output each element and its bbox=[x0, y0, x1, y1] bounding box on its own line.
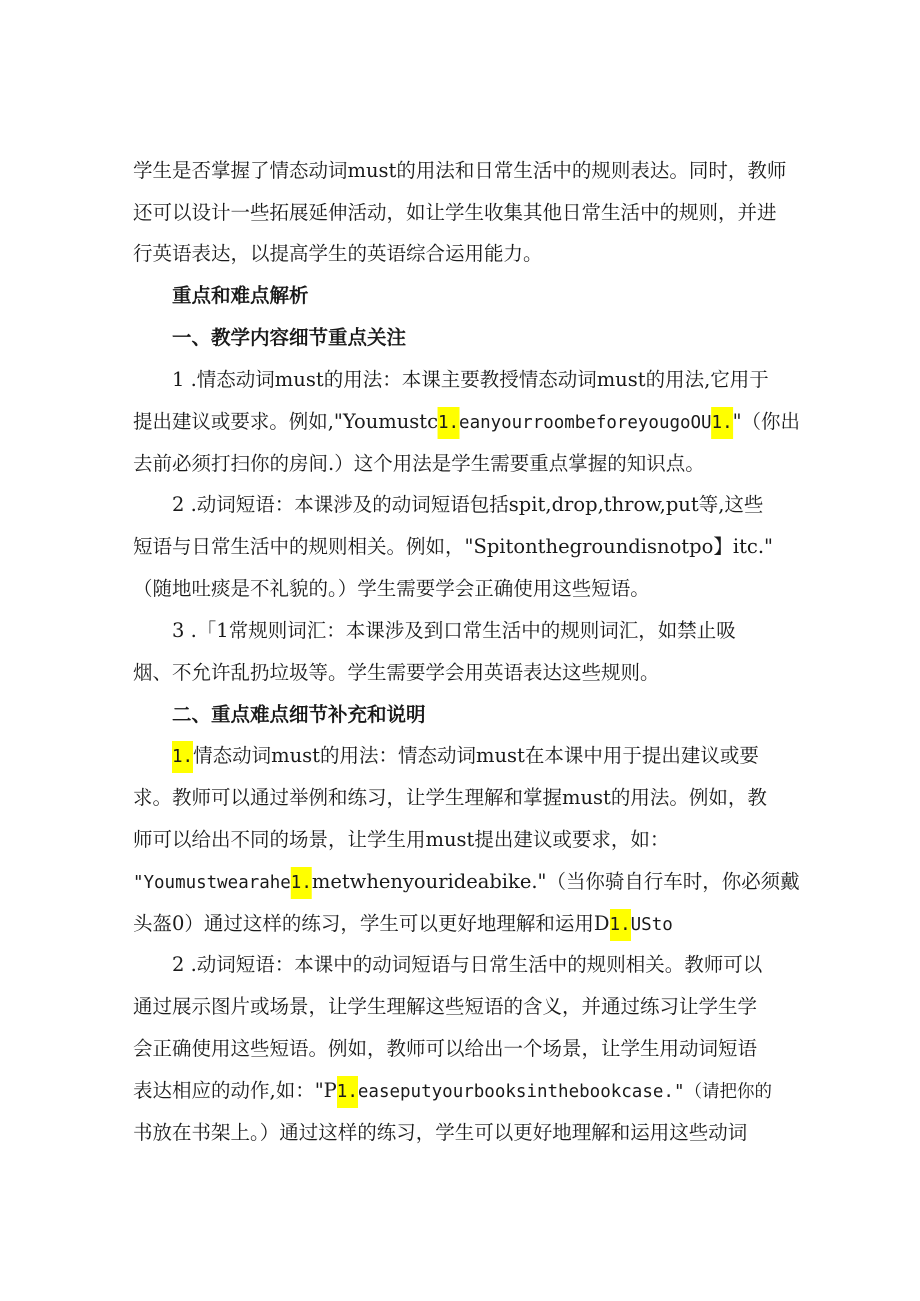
s2-item1-text-d: 头盔0）通过这样的练习，学生可以更好地理解和运用D bbox=[133, 912, 610, 935]
s1-item1-line-1: 1 .情态动词must的用法：本课主要教授情态动词must的用法,它用于 bbox=[172, 368, 769, 391]
s1-item1-line-3: 去前必须打扫你的房间.）这个用法是学生需要重点掌握的知识点。 bbox=[133, 452, 705, 475]
s2-item2-line-2: 通过展示图片或场景，让学生理解这些短语的含义，并通过练习让学生学 bbox=[133, 995, 758, 1018]
s1-item2-line-3: （随地吐痰是不礼貌的。）学生需要学会正确使用这些短语。 bbox=[133, 577, 650, 600]
s2-item2-line-4 bbox=[133, 1077, 772, 1106]
highlight-mark: 1. bbox=[712, 407, 733, 439]
s2-item1-line-3: 师可以给出不同的场景，让学生用must提出建议或要求，如： bbox=[133, 828, 670, 851]
s1-item2-line-2: 短语与日常生活中的规则相关。例如，"Spitonthegroundisnotpo】itc." bbox=[133, 535, 774, 558]
s2-item2-line-3: 会正确使用这些短语。例如，教师可以给出一个场景，让学生用动词短语 bbox=[133, 1037, 758, 1060]
s1-item3-line-1: 3 .「1常规则词汇：本课涉及到口常生活中的规则词汇，如禁止吸 bbox=[172, 619, 736, 642]
s1-item1-line-2 bbox=[133, 408, 800, 437]
highlight-mark: 1. bbox=[438, 407, 459, 439]
s2-item1-line-2: 求。教师可以通过举例和练习，让学生理解和掌握must的用法。例如，教 bbox=[133, 786, 767, 809]
intro-line-1: 学生是否掌握了情态动词must的用法和日常生活中的规则表达。同时，教师 bbox=[133, 159, 787, 182]
s2-item1-text-e: USto bbox=[630, 915, 673, 935]
s2-item2-text-a: 表达相应的动作,如："P bbox=[133, 1079, 337, 1102]
highlight-mark: 1. bbox=[291, 867, 312, 899]
s2-item1-text-c: metwhenyourideabike."（当你骑自行车时，你必须戴 bbox=[311, 870, 800, 893]
s2-item2-line-1: 2 .动词短语：本课中的动词短语与日常生活中的规则相关。教师可以 bbox=[172, 953, 763, 976]
s1-item3-line-2: 烟、不允许乱扔垃圾等。学生需要学会用英语表达这些规则。 bbox=[133, 661, 660, 684]
s2-item1-text-b: 情态动词must的用法：情态动词must在本课中用于提出建议或要 bbox=[193, 744, 759, 767]
highlight-mark: 1. bbox=[337, 1076, 358, 1108]
s1-item1-text-e: "（你出 bbox=[732, 410, 800, 433]
s2-item1-text-a: "Youmustwearahe bbox=[133, 873, 291, 893]
s2-item1-line-5 bbox=[133, 910, 673, 939]
s2-item2-text-c: easeputyourbooksinthebookcase."（请把你的 bbox=[357, 1082, 772, 1102]
intro-line-2: 还可以设计一些拓展延伸活动，如让学生收集其他日常生活中的规则，并进 bbox=[133, 201, 777, 224]
intro-line-3: 行英语表达，以提高学生的英语综合运用能力。 bbox=[133, 242, 543, 265]
s1-item2-line-1: 2 .动词短语：本课涉及的动词短语包括spit,drop,throw,put等,这些 bbox=[172, 493, 764, 516]
s2-item1-line-4 bbox=[133, 868, 800, 897]
s2-item1-line-1 bbox=[172, 742, 759, 771]
s1-item1-text-a: 提出建议或要求。例如,"Youmustc bbox=[133, 410, 439, 433]
section-title: 重点和难点解析 bbox=[172, 284, 309, 307]
section2-heading: 二、重点难点细节补充和说明 bbox=[172, 703, 426, 726]
s2-item2-line-5: 书放在书架上。）通过这样的练习，学生可以更好地理解和运用这些动词 bbox=[133, 1121, 748, 1144]
s1-item1-text-c: eanyourroombeforeyougoOU bbox=[459, 413, 712, 433]
section1-heading: 一、教学内容细节重点关注 bbox=[172, 326, 407, 349]
highlight-mark: 1. bbox=[610, 909, 631, 941]
highlight-mark: 1. bbox=[172, 741, 193, 773]
